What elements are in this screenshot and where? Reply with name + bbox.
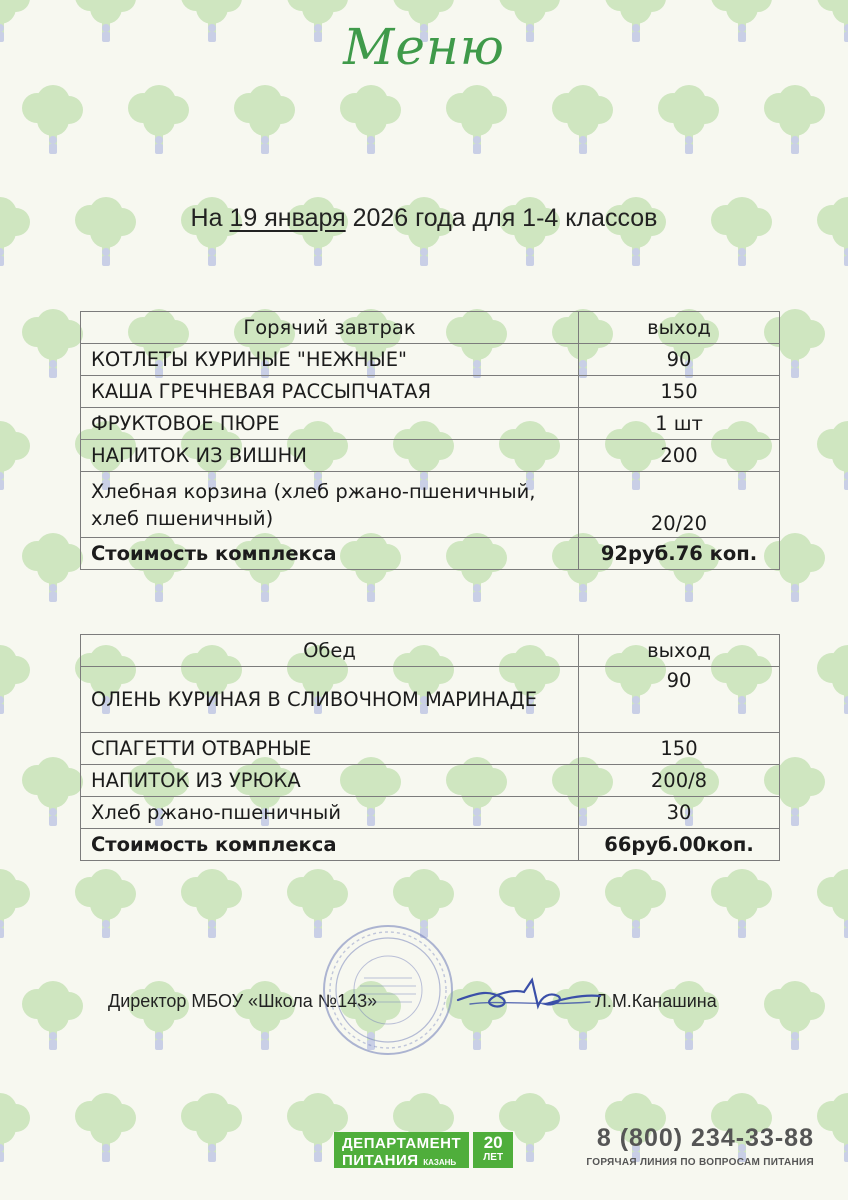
logo-years-num: 20: [483, 1133, 503, 1152]
table-row: [81, 765, 780, 797]
dish-name: НАПИТОК ИЗ ВИШНИ: [81, 440, 579, 472]
breakfast-table: [80, 311, 780, 570]
logo-years-badge: [473, 1132, 513, 1168]
table-row: [81, 376, 780, 408]
logo-line1: ДЕПАРТАМЕНТ: [342, 1135, 462, 1152]
table-row: [81, 733, 780, 765]
director-label: Директор МБОУ «Школа №143»: [108, 991, 378, 1011]
logo-years-word: ЛЕТ: [483, 1152, 504, 1163]
director-signature: [450, 970, 610, 1030]
table-row: [81, 472, 780, 538]
total-row: [81, 829, 780, 861]
dish-name: КАША ГРЕЧНЕВАЯ РАССЫПЧАТАЯ: [81, 376, 579, 408]
school-stamp: [310, 920, 470, 1060]
table-header-row: [81, 312, 780, 344]
dish-name: Хлеб ржано-пшеничный: [81, 797, 579, 829]
hotline-phone[interactable]: 8 (800) 234-33-88: [596, 1124, 814, 1152]
total-row: [81, 538, 780, 570]
total-value: 92руб.76 коп.: [579, 538, 780, 570]
date-day-month: 19 января: [229, 204, 346, 232]
date-rest: 2026 года для 1-4 классов: [352, 204, 658, 232]
logo-city: КАЗАНЬ: [423, 1158, 457, 1167]
dish-output: 150: [579, 376, 780, 408]
dish-name: Хлебная корзина (хлеб ржано-пшеничный, хлеб пшеничный): [81, 472, 579, 538]
total-label: Стоимость комплекса: [81, 829, 579, 861]
dish-name: ОЛЕНЬ КУРИНАЯ В СЛИВОЧНОМ МАРИНАДЕ: [81, 667, 579, 733]
dish-output: 150: [579, 733, 780, 765]
output-column-header: выход: [579, 635, 780, 667]
department-logo: [334, 1130, 513, 1170]
dish-name: КОТЛЕТЫ КУРИНЫЕ "НЕЖНЫЕ": [81, 344, 579, 376]
logo-text-box: [334, 1132, 469, 1168]
dish-output: 90: [579, 344, 780, 376]
date-prefix: На: [190, 204, 223, 232]
output-column-header: выход: [579, 312, 780, 344]
lunch-title: Обед: [81, 635, 579, 667]
dish-name: ФРУКТОВОЕ ПЮРЕ: [81, 408, 579, 440]
dish-output: 200/8: [579, 765, 780, 797]
table-row: [81, 797, 780, 829]
dish-output: 1 шт: [579, 408, 780, 440]
dish-name: НАПИТОК ИЗ УРЮКА: [81, 765, 579, 797]
logo-line2-wrap: [342, 1152, 461, 1171]
lunch-table: [80, 634, 780, 861]
table-row: [81, 344, 780, 376]
dish-name: СПАГЕТТИ ОТВАРНЫЕ: [81, 733, 579, 765]
dish-output: 30: [579, 797, 780, 829]
dish-output: 20/20: [579, 472, 780, 538]
table-header-row: [81, 635, 780, 667]
dish-output: 200: [579, 440, 780, 472]
director-name: Л.М.Канашина: [595, 991, 717, 1011]
dish-output: 90: [579, 667, 780, 733]
hotline-block: [586, 1124, 814, 1168]
logo-line2: ПИТАНИЯ: [342, 1152, 419, 1169]
date-line: [0, 204, 848, 233]
table-row: [81, 408, 780, 440]
total-label: Стоимость комплекса: [81, 538, 579, 570]
page-title: Меню: [343, 18, 505, 76]
total-value: 66руб.00коп.: [579, 829, 780, 861]
table-row: [81, 440, 780, 472]
table-row: [81, 667, 780, 733]
breakfast-title: Горячий завтрак: [81, 312, 579, 344]
hotline-text: ГОРЯЧАЯ ЛИНИЯ ПО ВОПРОСАМ ПИТАНИЯ: [586, 1157, 814, 1168]
